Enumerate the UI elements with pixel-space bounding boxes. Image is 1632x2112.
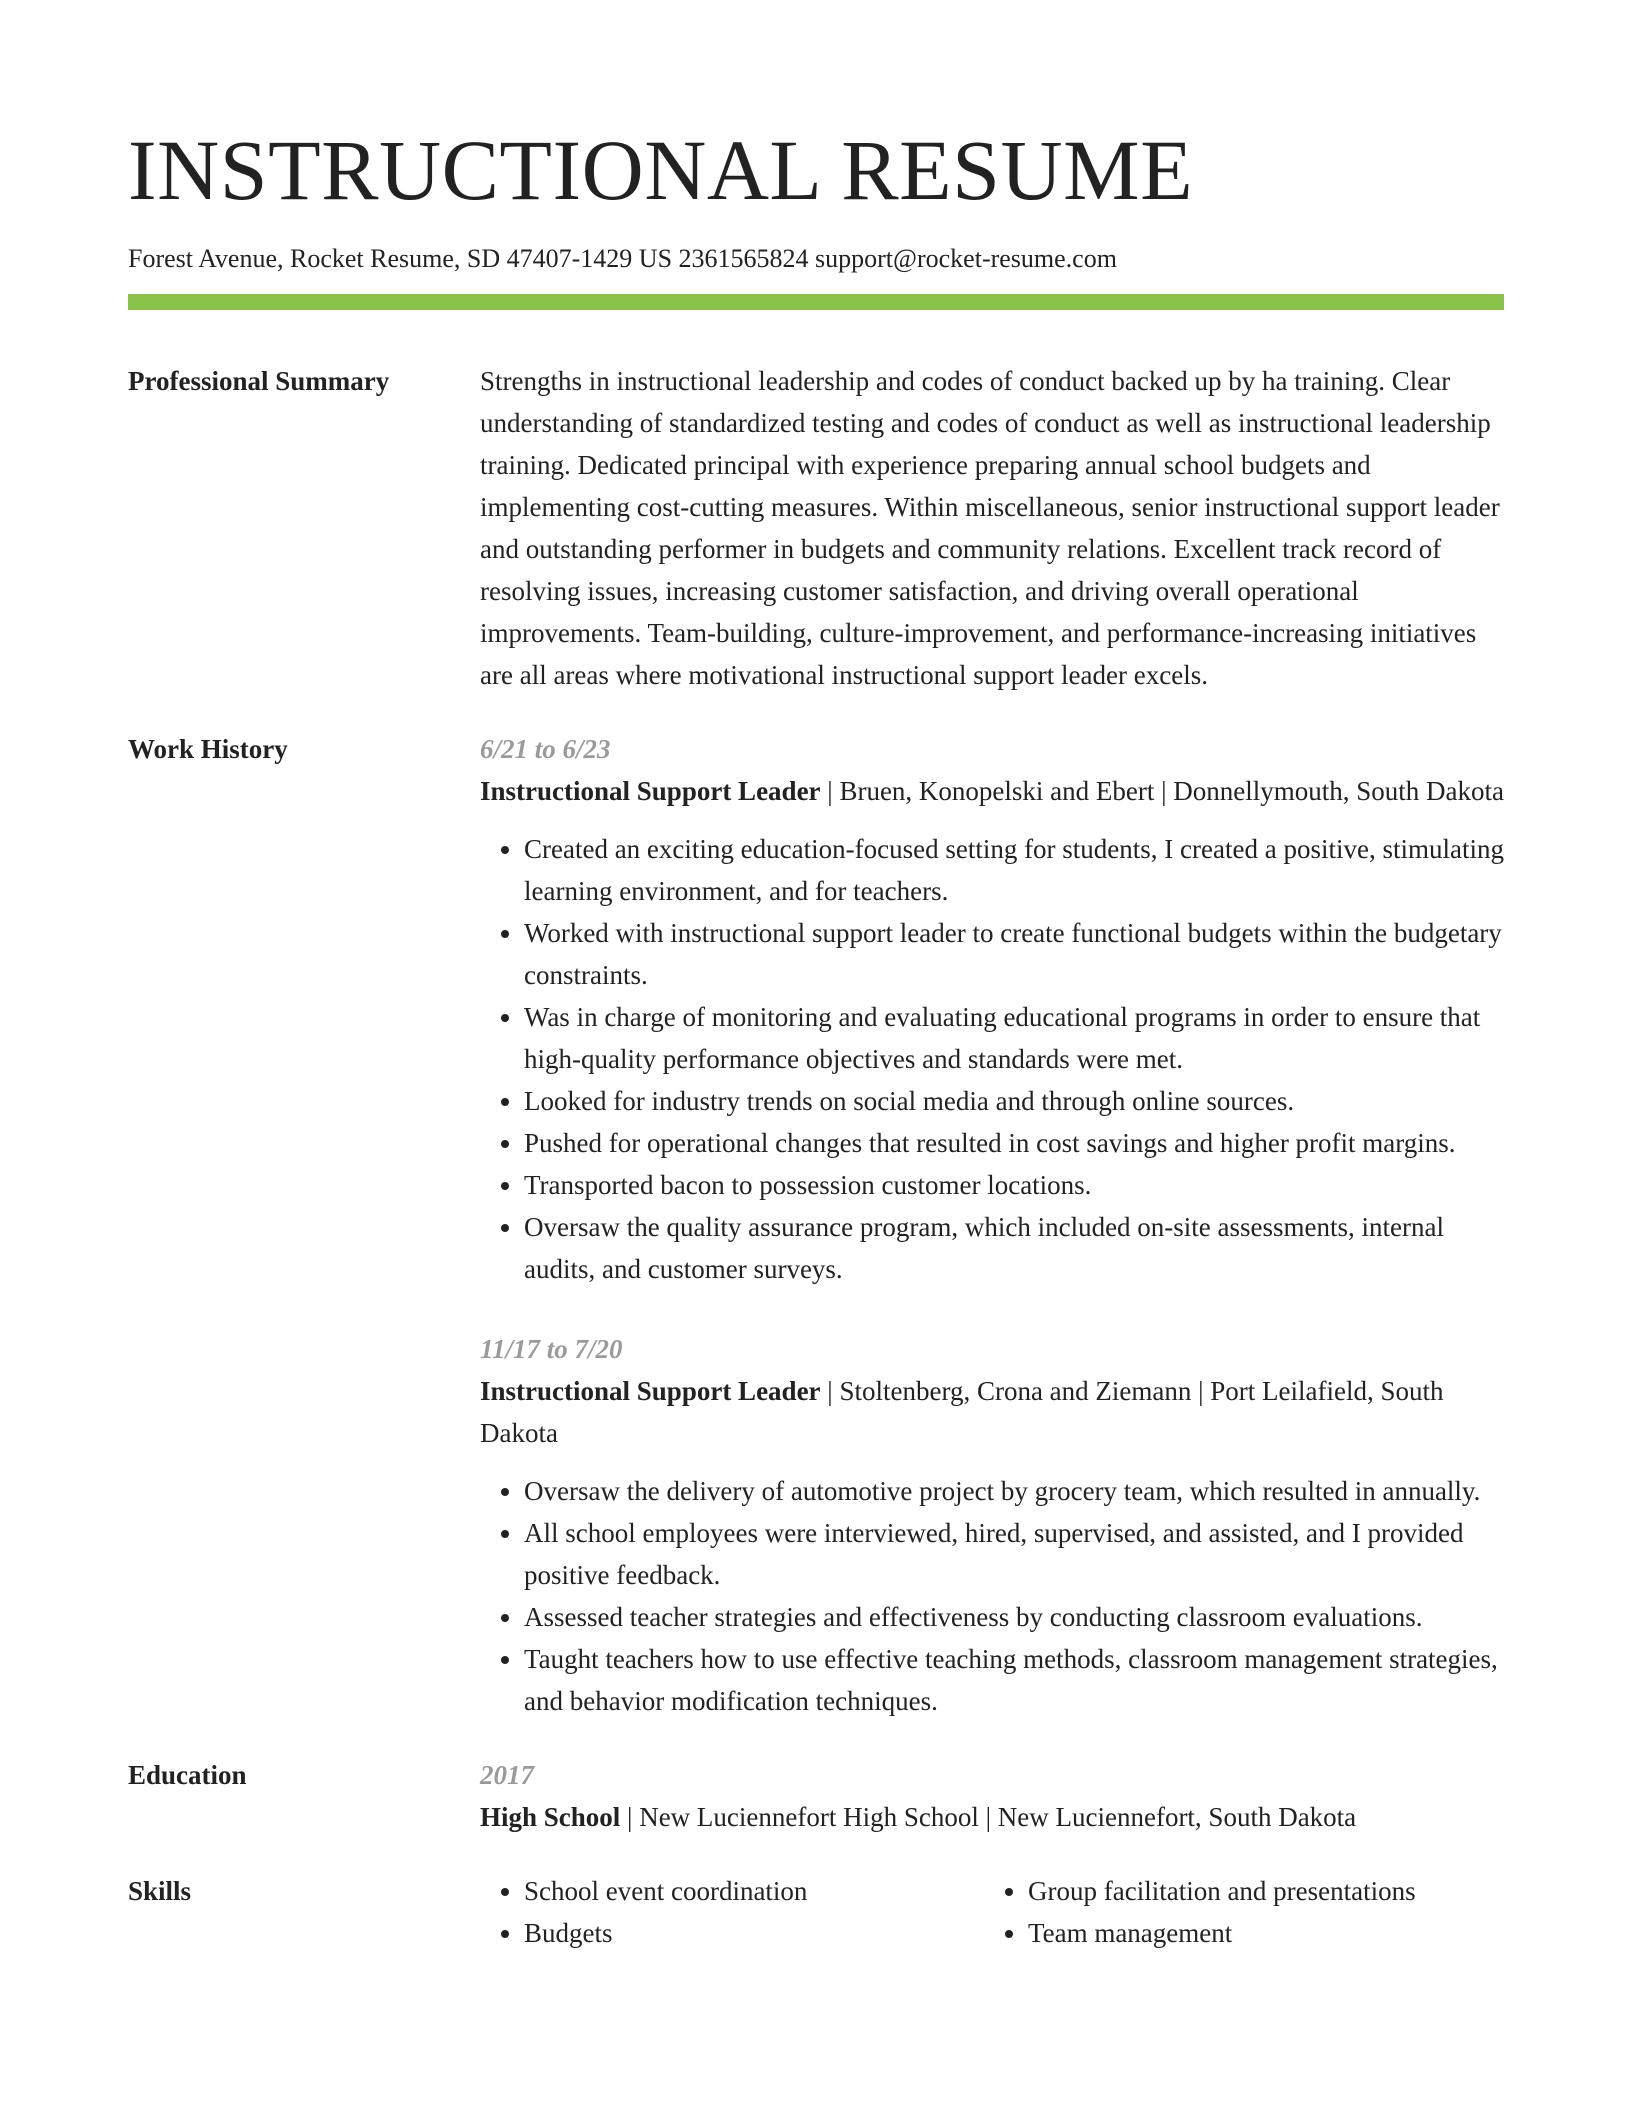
job-title: Instructional Support Leader xyxy=(480,776,821,806)
summary-section xyxy=(128,360,1504,696)
list-item: • Worked with instructional support leader to create functional budgets within the budgetary constraints. xyxy=(524,912,1504,996)
list-item: • Oversaw the delivery of automotive project by grocery team, which resulted in annually. xyxy=(524,1470,1504,1512)
skills-list-right xyxy=(984,1870,1488,1954)
skills-list-left xyxy=(480,1870,984,1954)
list-item: • Assessed teacher strategies and effectiveness by conducting classroom evaluations. xyxy=(524,1596,1504,1638)
summary-label: Professional Summary xyxy=(128,366,390,396)
job-dates: 11/17 to 7/20 xyxy=(480,1334,623,1364)
job-heading xyxy=(480,770,1504,812)
education-heading xyxy=(480,1796,1504,1838)
list-item: • School event coordination xyxy=(524,1870,984,1912)
education-body xyxy=(480,1754,1504,1838)
resume-title: INSTRUCTIONAL RESUME xyxy=(128,122,1194,218)
education-degree: High School xyxy=(480,1802,621,1832)
work-history-body xyxy=(480,728,1504,1722)
skills-label: Skills xyxy=(128,1876,192,1906)
job-details: | Bruen, Konopelski and Ebert | Donnellymouth, South Dakota xyxy=(820,776,1505,806)
list-item: • Group facilitation and presentations xyxy=(1028,1870,1488,1912)
work-history-section xyxy=(128,728,1504,1722)
job-dates: 6/21 to 6/23 xyxy=(480,734,611,764)
work-history-label: Work History xyxy=(128,734,288,764)
list-item: • All school employees were interviewed, hired, supervised, and assisted, and I provided positive feedback. xyxy=(524,1512,1504,1596)
list-item: • Team management xyxy=(1028,1912,1488,1954)
education-section xyxy=(128,1754,1504,1838)
job-bullets xyxy=(480,828,1504,1290)
skills-grid xyxy=(480,1870,1504,1954)
skills-section xyxy=(128,1870,1504,1954)
list-item: • Pushed for operational changes that resulted in cost savings and higher profit margins. xyxy=(524,1122,1504,1164)
list-item: • Oversaw the quality assurance program, which included on-site assessments, internal audits, and customer surveys. xyxy=(524,1206,1504,1290)
job-title: Instructional Support Leader xyxy=(480,1376,821,1406)
skills-body xyxy=(480,1870,1504,1954)
header-divider xyxy=(128,294,1504,310)
job-heading xyxy=(480,1370,1504,1454)
summary-text: Strengths in instructional leadership and codes of conduct backed up by ha training. Clear understanding of standardized testing and codes of conduct as well as instructional leadership training. Dedicated principal with experience preparing annual school budgets and implementing cost-cutting measures. Within miscellaneous, senior instructional support leader and outstanding performer in budgets and community relations. Excellent track record of resolving issues, increasing customer satisfaction, and driving overall operational improvements. Team-building, culture-improvement, and performance-increasing initiatives are all areas where motivational instructional support leader excels. xyxy=(480,366,1500,690)
job-bullets xyxy=(480,1470,1504,1722)
list-item: • Taught teachers how to use effective teaching methods, classroom management strategies, and behavior modification techniques. xyxy=(524,1638,1504,1722)
list-item: • Created an exciting education-focused setting for students, I created a positive, stimulating learning environment, and for teachers. xyxy=(524,828,1504,912)
list-item: • Looked for industry trends on social media and through online sources. xyxy=(524,1080,1504,1122)
list-item: • Was in charge of monitoring and evaluating educational programs in order to ensure that high-quality performance objectives and standards were met. xyxy=(524,996,1504,1080)
contact-line: Forest Avenue, Rocket Resume, SD 47407-1429 US 2361565824 support@rocket-resume.com xyxy=(128,244,1117,273)
job-entry xyxy=(480,1328,1504,1722)
job-entry xyxy=(480,728,1504,1290)
job-details: | Stoltenberg, Crona and Ziemann | Port Leilafield, South Dakota xyxy=(480,1376,1444,1448)
education-details: | New Luciennefort High School | New Luciennefort, South Dakota xyxy=(620,1802,1357,1832)
education-label: Education xyxy=(128,1760,247,1790)
education-year: 2017 xyxy=(480,1760,534,1790)
list-item: • Budgets xyxy=(524,1912,984,1954)
list-item: • Transported bacon to possession customer locations. xyxy=(524,1164,1504,1206)
